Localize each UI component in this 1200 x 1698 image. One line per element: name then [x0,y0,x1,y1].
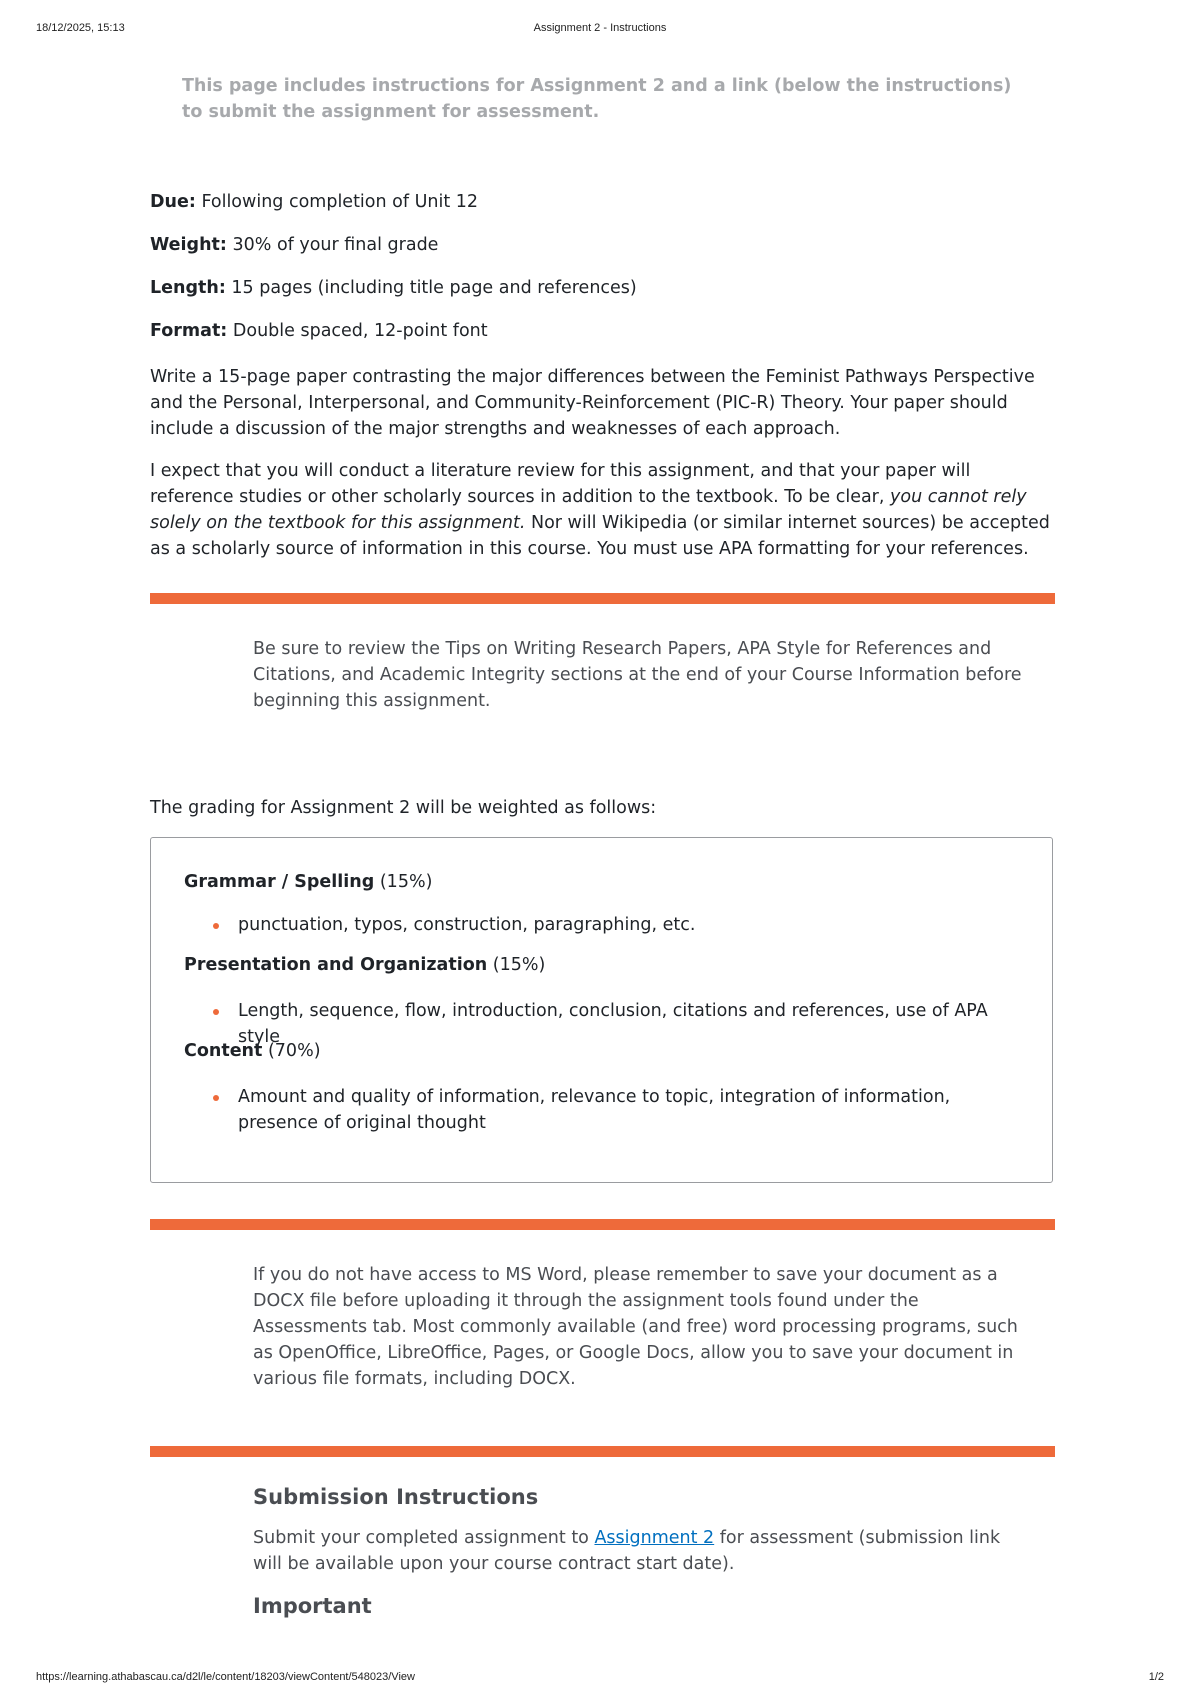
section-divider [150,593,1055,604]
meta-value: Following completion of Unit 12 [201,192,479,212]
section-divider [150,1446,1055,1457]
rubric-name: Grammar / Spelling [184,872,375,892]
submission-text [253,1525,1033,1577]
print-page-number: 1/2 [1148,1671,1164,1683]
rubric-heading-presentation [184,955,545,975]
meta-weight [150,235,438,255]
rubric-detail-grammar [238,912,1018,938]
rubric-weight: (15%) [492,955,546,975]
rubric-heading-content [184,1041,321,1061]
meta-label: Format: [150,321,228,341]
submission-text-before: Submit your completed assignment to [253,1528,595,1548]
rubric-detail-presentation [238,998,1018,1050]
meta-label: Due: [150,192,196,212]
bullet-icon [213,923,219,929]
important-heading: Important [253,1594,372,1618]
paragraph-text: Nor will Wikipedia (or similar internet sources) be accepted as a scholarly source of information in this course. You must use APA formatting for your references. [150,513,1050,559]
meta-value: 15 pages (including title page and references) [231,278,637,298]
body-paragraph-1: Write a 15-page paper contrasting the major differences between the Feminist Pathways Perspective and the Personal, Interpersonal, and Community-Reinforcement (PIC-R) Theory. Your paper should include a discussion of the major strengths and weaknesses of each approach. [150,367,1035,439]
tips-callout: Be sure to review the Tips on Writing Research Papers, APA Style for References and Citations, and Academic Integrity sections at the end of your Course Information before beginning this assignment. [253,639,1022,711]
meta-due [150,192,478,212]
grading-rubric-box [150,837,1053,1183]
docx-callout: If you do not have access to MS Word, please remember to save your document as a DOCX file before uploading it through the assignment tools found under the Assessments tab. Most commonly available (and free) word processing programs, such as OpenOffice, LibreOffice, Pages, or Google Docs, allow you to save your document in various file formats, including DOCX. [253,1265,1018,1389]
section-divider [150,1219,1055,1230]
rubric-weight: (15%) [379,872,433,892]
meta-format [150,321,488,341]
rubric-weight: (70%) [267,1041,321,1061]
paragraph-text: I expect that you will conduct a literature review for this assignment, and that your paper will reference studies or other scholarly sources in addition to the textbook. To be clear, [150,461,971,507]
assignment-2-link[interactable]: Assignment 2 [594,1528,715,1548]
intro-text: This page includes instructions for Assignment 2 and a link (below the instructions) to submit the assignment for assessment. [182,76,1012,122]
body-paragraph-2 [150,458,1055,562]
rubric-detail-text: Length, sequence, flow, introduction, conclusion, citations and references, use of APA style [238,1001,988,1047]
rubric-detail-content [238,1084,1018,1136]
meta-value: 30% of your final grade [232,235,439,255]
submission-text-after: for assessment (submission link will be available upon your course contract start date). [253,1528,1001,1574]
grading-intro: The grading for Assignment 2 will be weighted as follows: [150,798,657,818]
emphasis-text: you cannot rely solely on the textbook for this assignment. [150,487,1027,533]
rubric-detail-text: punctuation, typos, construction, paragraphing, etc. [238,915,696,935]
bullet-icon [213,1095,219,1101]
rubric-name: Presentation and Organization [184,955,488,975]
meta-value: Double spaced, 12-point font [232,321,488,341]
bullet-icon [213,1009,219,1015]
meta-label: Weight: [150,235,227,255]
print-url: https://learning.athabascau.ca/d2l/le/content/18203/viewContent/548023/View [36,1671,415,1683]
meta-length [150,278,637,298]
rubric-heading-grammar [184,872,432,892]
submission-heading: Submission Instructions [253,1485,539,1509]
rubric-detail-text: Amount and quality of information, relevance to topic, integration of information, presence of original thought [238,1087,951,1133]
print-page-title: Assignment 2 - Instructions [533,22,667,34]
rubric-name: Content [184,1041,263,1061]
print-datetime: 18/12/2025, 15:13 [36,22,125,34]
meta-label: Length: [150,278,226,298]
